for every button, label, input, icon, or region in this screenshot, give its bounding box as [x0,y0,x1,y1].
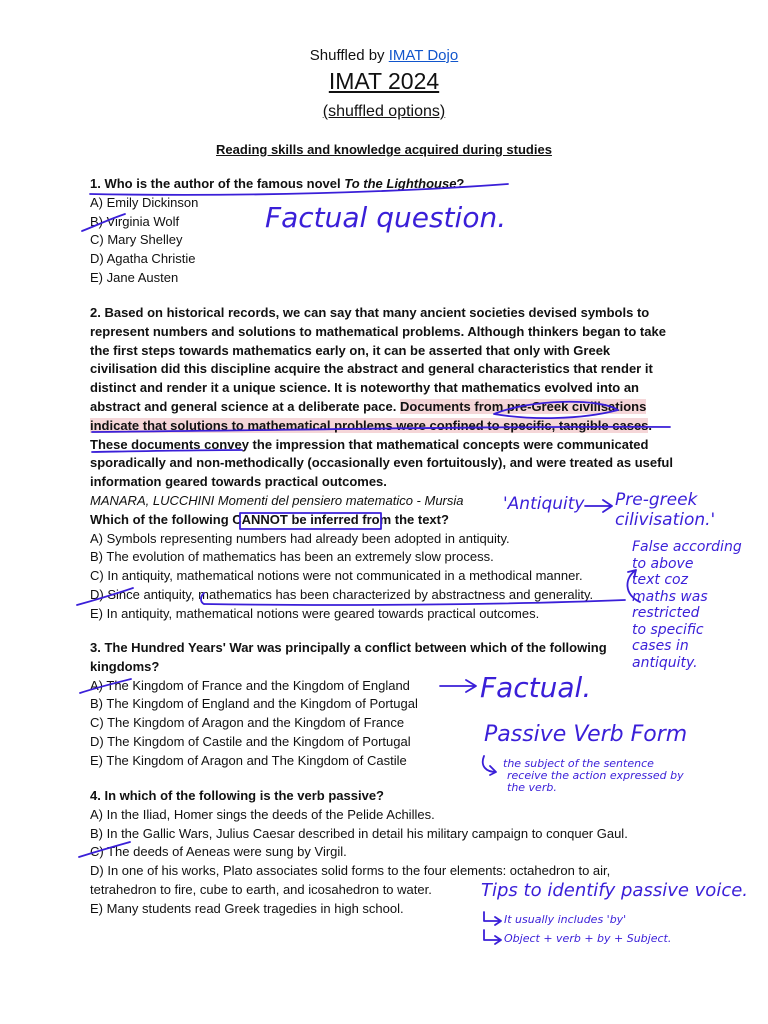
annotation-passive-title: Passive Verb Form [484,722,688,747]
q4-option-c: C) The deeds of Aeneas were sung by Virgil. [90,844,347,860]
q2-option-b: B) The evolution of mathematics has been an extremely slow process. [90,549,494,565]
q2-option-d: D) Since antiquity, mathematics has been characterized by abstractness and generality. [90,586,594,602]
q4-option-e: E) Many students read Greek tragedies in high school. [90,900,404,916]
q1-option-e: E) Jane Austen [90,269,179,285]
passage-source: MANARA, LUCCHINI Momenti del pensiero matematico - Mursia [90,492,464,508]
section-heading: Reading skills and knowledge acquired during studies [216,142,552,157]
question-4-stem: 4. In which of the following is the verb passive? [90,788,384,803]
q2-option-a: A) Symbols representing numbers had already been adopted in antiquity. [90,530,510,546]
annotation-factual-question: Factual question. [265,201,507,234]
annotation-tip-1: It usually includes 'by' [504,913,627,926]
question-2-passage: 2. Based on historical records, we can say that many ancient societies devised symbols to represent numbers and solutions to mathematical problems. Although thinkers began to take the first steps towards mathematics early on, it can be asserted that only with Greek civilisation did this discipline acquire the abstract and general characteristics that render it distinct and render it a unique science. It is noteworthy that mathematics evolved into an abstract and general science at a deliberate pace. Documents from pre-Greek civilisations indicate that solutions to mathematical problems were confined to specific, tangible cases. These documents convey the impression that mathematical concepts were communicated sporadically and non-methodically (occasionally even fortuitously), and were treated as useful information geared towards practical outcomes. [90,305,673,490]
q3-option-b: B) The Kingdom of England and the Kingdom of Portugal [90,696,418,712]
q3-option-a: A) The Kingdom of France and the Kingdom of England [90,677,410,693]
highlighted-sentence: Documents from pre-Greek civilisations indicate that solutions to mathematical problems were confined to specific, tangible cases [90,398,649,433]
q1-option-c: C) Mary Shelley [90,232,183,248]
document-subtitle: (shuffled options) [322,103,446,120]
q1-option-b: B) Virginia Wolf [90,213,180,229]
q3-option-d: D) The Kingdom of Castile and the Kingdom of Portugal [90,733,411,749]
q1-option-a: A) Emily Dickinson [90,194,199,210]
q2-option-c: C) In antiquity, mathematical notions were not communicated in a methodical manner. [90,568,583,584]
q1-option-d: D) Agatha Christie [90,251,196,267]
shuffled-by-line [0,47,768,64]
question-2 [90,304,680,624]
q4-option-a: A) In the Iliad, Homer sings the deeds of the Pelide Achilles. [90,806,435,822]
question-1-stem: 1. Who is the author of the famous novel To the Lighthouse? [90,176,465,191]
document-title: IMAT 2024 [328,68,440,94]
question-2-prompt: Which of the following CANNOT be inferred from the text? [90,511,449,527]
annotation-tips-title: Tips to identify passive voice. [481,880,749,901]
annotation-factual: Factual. [480,671,592,704]
question-3-stem: 3. The Hundred Years' War was principally a conflict between which of the following kingdoms? [90,640,607,674]
q3-option-c: C) The Kingdom of Aragon and the Kingdom of France [90,715,405,731]
annotation-antiquity: 'Antiquity [503,494,585,514]
annotation-false-note: False according to above text coz maths was restricted to specific cases in antiquity. [632,539,742,671]
q3-option-e: E) The Kingdom of Aragon and The Kingdom of Castile [90,752,407,768]
imat-dojo-link[interactable]: IMAT Dojo [388,47,459,64]
q2-option-e: E) In antiquity, mathematical notions were geared towards practical outcomes. [90,605,540,621]
annotation-passive-desc: the subject of the sentence receive the action expressed by the verb. [503,757,684,794]
q4-option-b: B) In the Gallic Wars, Julius Caesar described in detail his military campaign to conquer Gaul. [90,825,628,841]
annotation-pre-greek: Pre-greek cilivisation.' [615,490,716,530]
annotation-tip-2: Object + verb + by + Subject. [504,932,672,945]
shuffled-by-label: Shuffled by [309,47,385,64]
q4-option-d: D) In one of his works, Plato associates solid forms to the four elements: octahedron to air, tetrahedron to fire, cube to earth, and icosahedron to water. [90,863,611,897]
tip-arrow-2 [484,930,501,944]
question-3 [90,639,650,771]
